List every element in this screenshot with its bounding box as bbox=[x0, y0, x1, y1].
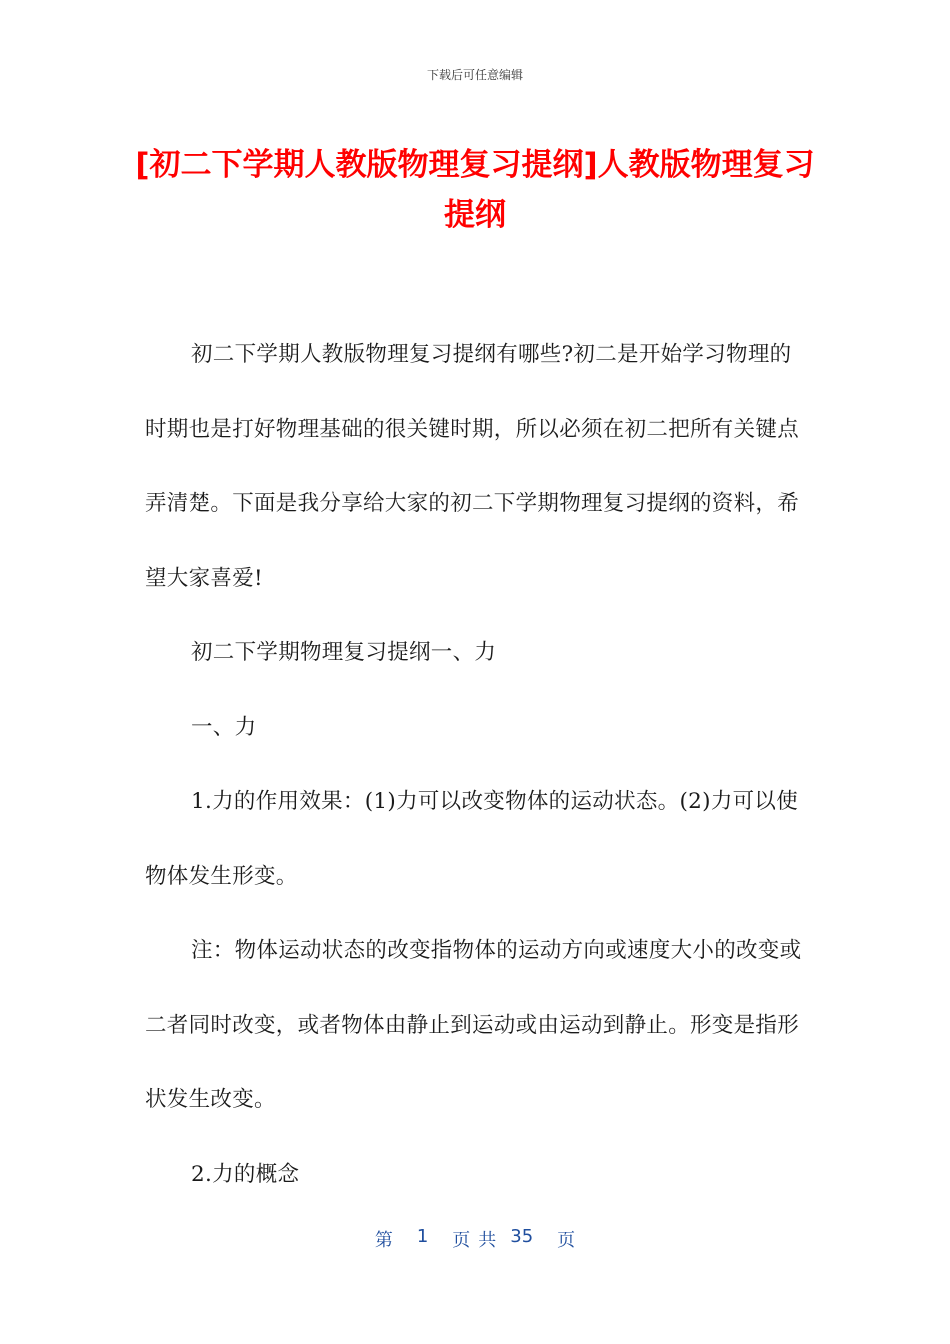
document-body bbox=[145, 318, 810, 1212]
document-title: [初二下学期人教版物理复习提纲]人教版物理复习提纲 bbox=[135, 147, 815, 233]
paragraph-force-effects: 1.力的作用效果：(1)力可以改变物体的运动状态。(2)力可以使物体发生形变。 bbox=[145, 789, 799, 889]
paragraph-subheading-force: 一、力 bbox=[191, 714, 257, 740]
footer-total-pages: 35 bbox=[510, 1226, 534, 1247]
header-note: 下载后可任意编辑 bbox=[426, 68, 523, 82]
footer-gong: 共 bbox=[478, 1230, 497, 1251]
paragraph-section-heading: 初二下学期物理复习提纲一、力 bbox=[191, 640, 497, 665]
footer-di: 第 bbox=[374, 1230, 393, 1251]
footer-ye-end: 页 bbox=[557, 1230, 576, 1251]
paragraph-intro: 初二下学期人教版物理复习提纲有哪些?初二是开始学习物理的时期也是打好物理基础的很关键时期，所以必须在初二把所有关键点弄清楚。下面是我分享给大家的初二下学期物理复习提纲的资料，希望大家喜爱! bbox=[145, 342, 800, 591]
page-footer bbox=[0, 1226, 950, 1252]
paragraph-force-concept: 2.力的概念 bbox=[191, 1161, 300, 1187]
paragraph-note: 注：物体运动状态的改变指物体的运动方向或速度大小的改变或二者同时改变，或者物体由静止到运动或由运动到静止。形变是指形状发生改变。 bbox=[145, 938, 802, 1112]
footer-ye: 页 bbox=[452, 1230, 471, 1251]
footer-page-number: 1 bbox=[416, 1226, 429, 1247]
